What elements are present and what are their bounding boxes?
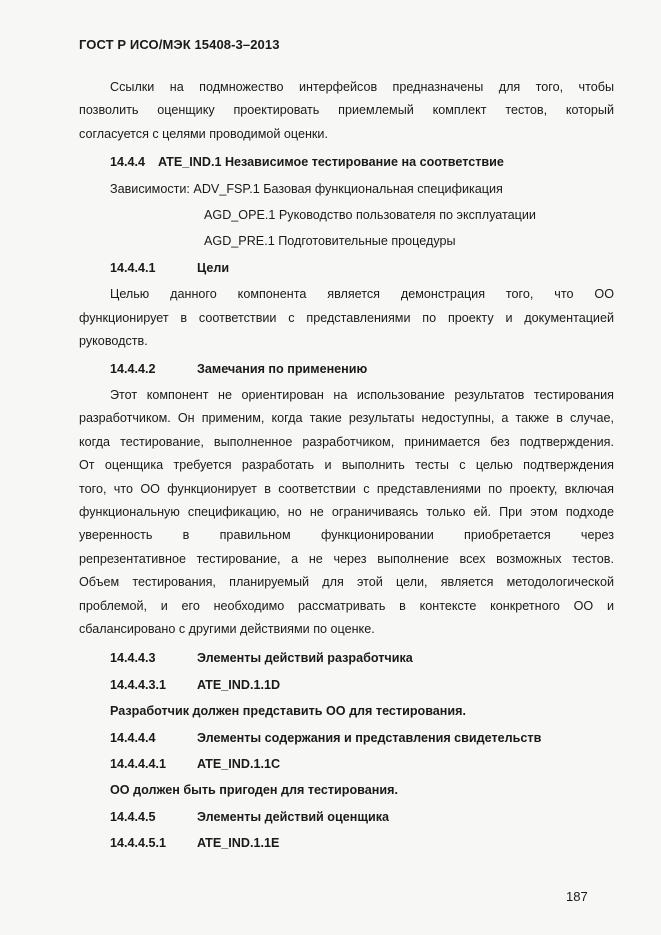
section-title: Цели [197,260,230,275]
section-number: 14.4.4.3 [110,651,156,666]
section-title: Элементы действий разработчика [197,651,413,666]
section-heading [79,257,614,280]
element-id: ATE_IND.1.1D [197,677,281,692]
element-id: ATE_IND.1.1C [197,756,281,771]
text-line: разработчиком. Он применим, когда такие результаты недоступны, а также в случае, [79,411,614,426]
text-line: Целью данного компонента является демонстрация того, что ОО [110,287,614,302]
text-line: репрезентативное тестирование, а не через выполнение всех возможных тестов. [79,551,614,566]
element-heading [79,832,614,855]
text-line: уверенность в правильном функционировании приобретается через [79,528,614,543]
text-line: Ссылки на подмножество интерфейсов предназначены для того, чтобы [110,80,614,94]
text-line: Этот компонент не ориентирован на использование результатов тестирования [110,387,614,402]
element-heading [79,674,614,697]
section-heading [79,358,614,381]
page-content [79,76,614,856]
section-heading [79,806,614,829]
notes-paragraph [79,384,614,641]
dependencies-line: Зависимости: ADV_FSP.1 Базовая функциональная спецификация [110,181,503,196]
page-number: 187 [566,889,588,904]
section-number: 14.4.4.4 [110,730,156,745]
text-line: От оценщика требуется разработать и выполнить тесты с целью подтверждения [79,458,614,473]
element-number: 14.4.4.4.1 [110,756,167,771]
text-line: согласуется с целями проводимой оценки. [79,126,328,141]
text-line: функциональную спецификацию, но не ограничиваясь только ей. При этом подходе [79,504,614,519]
section-heading [79,727,614,750]
section-heading [79,647,614,670]
text-line: того, что ОО функционирует в соответствии с представлениями по проекту, включая [79,481,614,496]
content-requirement: ОО должен быть пригоден для тестирования. [110,783,398,798]
section-title: Замечания по применению [197,362,368,377]
text-line: функционирует в соответствии с представлениями по проекту и документацией [79,310,614,325]
element-number: 14.4.4.5.1 [110,836,167,851]
document-header: ГОСТ Р ИСО/МЭК 15408-3–2013 [79,37,280,52]
section-title: Элементы действий оценщика [197,809,390,824]
text-line: Объем тестирования, планируемый для этой цели, является методологической [79,575,614,590]
developer-requirement: Разработчик должен представить ОО для тестирования. [110,704,466,719]
dependencies-line: AGD_OPE.1 Руководство пользователя по эксплуатации [204,208,536,223]
text-line: проблемой, и его необходимо рассматривать в контексте конкретного ОО и [79,598,614,613]
intro-paragraph [79,76,614,146]
section-number: 14.4.4.5 [110,809,156,824]
dependencies-line: AGD_PRE.1 Подготовительные процедуры [204,234,456,249]
section-number: 14.4.4.1 [110,260,156,275]
section-number: 14.4.4.2 [110,362,156,377]
text-line: руководств. [79,334,148,349]
text-line: сбалансировано с другими действиями по оценке. [79,621,375,636]
section-number: 14.4.4 [110,155,146,170]
text-line: позволить оценщику проектировать приемлемый комплект тестов, который [79,103,614,118]
element-heading [79,753,614,776]
goals-paragraph [79,283,614,353]
element-id: ATE_IND.1.1E [197,836,280,851]
text-line: когда тестирование, выполненное разработчиком, принимается без подтверждения. [79,434,614,449]
section-title: ATE_IND.1 Независимое тестирование на соответствие [158,155,504,170]
section-title: Элементы содержания и представления свидетельств [197,730,542,745]
element-number: 14.4.4.3.1 [110,677,167,692]
section-heading [79,151,614,174]
